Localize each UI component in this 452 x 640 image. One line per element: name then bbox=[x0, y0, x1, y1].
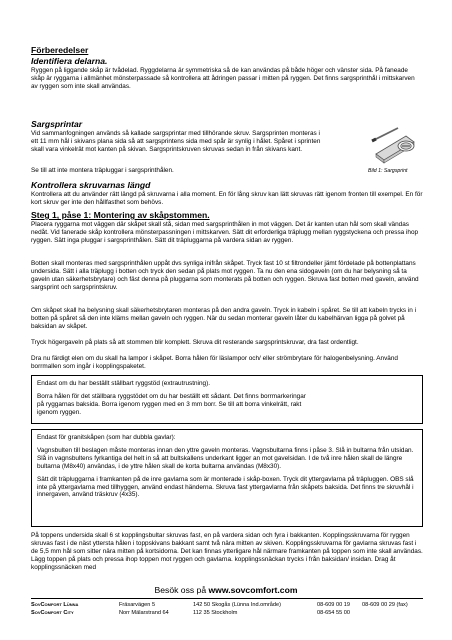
note-box-granitskap bbox=[31, 429, 423, 527]
footer-company-lunna: SovComfort Lünna bbox=[31, 602, 79, 608]
footer-company-city: SovComfort City bbox=[31, 610, 74, 616]
footer-visit-prefix: Besök oss på bbox=[154, 585, 209, 595]
paragraph-steg1-el: Dra nu färdigt elen om du skall ha lampor i skåpet. Borra hålen för läslampor och/ eller strömbrytare för halogenbelysning. Använd borrmallen som ingår i kopplingspaketet. bbox=[31, 355, 398, 370]
paragraph-skruvlangd: Kontrollera att du använder rätt längd på skruvarna i alla moment. En för lång skruv kan lätt skruvas rätt igenom fronten till exempel. En för kort skruv ger inte den hållfasthet som behövs. bbox=[31, 191, 423, 206]
caption-bild-1: Bild 1: Sargsprint bbox=[368, 168, 408, 174]
heading-steg-1: Steg 1, påse 1: Montering av skåpstommen. bbox=[31, 210, 210, 220]
paragraph-identifiera: Ryggen på liggande skåp är tvådelad. Ryggdelarna är symmetriska så de kan användas på både höger och vänster sida. På faneade skåp är ryggarna i allmänhet mönsterpassade så kontrollera att ådringen passar i mitten på ryggen. Det finns sargsprinthål i mittskarven av ryggen som inte skall användas. bbox=[31, 67, 415, 90]
heading-forberedelser: Förberedelser bbox=[31, 45, 89, 55]
paragraph-steg1-belysning: Om skåpet skall ha belysning skall säkerhetsbrytaren monteras på den andra gaveln. Tryck in kabeln i spåret. Se till att kabeln trycks in i botten på spåret så den inte kläms mellan gaveln och ryggen. När du sedan monterar gaveln låter du kabelhärvan ligga på golvet på baksidan av skåpet. bbox=[31, 307, 417, 330]
paragraph-sargsprintar: Vid sammanfogningen används så kallade sargsprintar med tillhörande skruv. Sargsprinten monteras i ett 11 mm hål i skivans plana sida så att sargsprintens sida med spår är synlig i hålet. Spåret i sprinten skall vara vinkelrät mot kanten på skivan. Sargsprintskruven skruvas sedan in från skivans kant. bbox=[31, 130, 321, 153]
footer-website-link[interactable]: www.sovcomfort.com bbox=[208, 585, 298, 595]
paragraph-traplugg-varning: Se till att inte montera träpluggar i sargsprinthålen. bbox=[31, 167, 174, 174]
paragraph-steg1-botten: Botten skall monteras med sargsprinthålen uppåt dvs synliga inifrån skåpet. Tryck fast 10 st filtrondeller jämt fördelade på bottenplattans undersida. Sätt i alla träplugg i botten och tryck den sedan på plats mot ryggen. Ta nu den ena sidogaveln (om du har belysning så ta gaveln utan säkerhetsbrytare) och fäst denna på pluggarna som monterats på botten och ryggen. Skruva fast botten med gaveln, använd sargsprint och sargsprintskruv. bbox=[31, 260, 419, 291]
paragraph-steg1-hogergavel: Tryck högergaveln på plats så att stommen blir komplett. Skruva dit resterande sargsprintskruvar, dra fast ordentligt. bbox=[31, 339, 359, 346]
footer-address-lunna: Fräsarvägen 5 bbox=[119, 602, 156, 608]
note-box-ryggstod-title: Endast om du har beställt ställbart ryggstöd (extrautrustning). bbox=[37, 380, 210, 387]
note-box-granitskap-traplugg: Sätt dit träpluggarna i framkanten på de inre gavlarna som är monterade i skåp-boxen. Tryck dit yttergavlarna på träpluggen. OBS slå inte på yttergavlarna med tillhyggen, använd endast händerna. Skruva fast yttergavlarna från skåpets baksida. Det finns tre skruvhål i innergaven, använd träskruv (4x35). bbox=[37, 475, 414, 499]
note-box-ryggstod-text: Borra hålen för det ställbara ryggstödet om du har beställt ett sådant. Det finns borrmarkeringar på ryggarnas baksida. Borra igenom ryggen med en 3 mm borr. Se till att borra vinkelrätt, rakt igenom ryggen. bbox=[37, 392, 306, 416]
footer-phone-city: 08-654 55 00 bbox=[317, 610, 350, 616]
footer-address-city: Norr Mälarstrand 64 bbox=[119, 610, 169, 616]
paragraph-steg1-ryggar: Placera ryggarna mot väggen där skåpet skall stå, sidan med sargsprinthålen in mot väggen. Det är kanten utan hål som skall vändas nedåt. Vid fanerade skåp kontrollera mönsterpassningen i mittskarven. Sätt dit erforderliga träplugg mellan ryggstyckena och pressa ihop ryggen. Sätt inga pluggar i sargsprinthålen. Sätt dit träpluggarna på vardera sidan av ryggen. bbox=[31, 221, 419, 244]
note-box-granitskap-title: Endast för granitskåpen (som har dubbla gavlar): bbox=[37, 434, 176, 441]
note-box-ryggstod bbox=[31, 375, 423, 424]
paragraph-kopplingsbultar: På toppens undersida skall 6 st kopplingsbultar skruvas fast, en på vardera sidan och fyra i bakkanten. Kopplingsskruvarna för ryggen skruvas fast i de näst yttersta hålen i toppskivans bakkant samt två nära mitten av skiven. Kopplingsskruvarna för gavlarna skruvas fast i de 5,5 mm hål som sitter nära mitten på kortsidorna. Det kan finnas ytterligare hål närmare framkanten på toppen som inte skall användas. Lägg toppen på plats och pressa ihop toppen mot ryggen och gavlarna. kopplingssnäckan trycks i från baksidan/ insidan. Drag åt kopplingssnäcken med bbox=[31, 532, 423, 571]
footer-fax-lunna: 08-609 00 29 (fax) bbox=[362, 602, 408, 608]
footer-city-city: 112 35 Stockholm bbox=[193, 610, 238, 616]
heading-sargsprintar: Sargsprintar bbox=[31, 119, 83, 129]
footer-phone-lunna: 08-609 00 19 bbox=[317, 602, 350, 608]
sargsprint-illustration bbox=[368, 122, 422, 166]
footer-city-lunna: 142 50 Skogås (Lünna Ind.område) bbox=[193, 602, 282, 608]
footer-divider bbox=[31, 598, 423, 599]
note-box-granitskap-bultar: Vagnsbulten till beslagen måste monteras innan den yttre gaveln monteras. Vagnsbultarna finns i påse 3. Slå in bultarna från utsidan. Slå in vagnsbultens fyrkantiga del helt in så att bultskallens underkant ligger an mot gavelsidan. I de två inre hålen skall de längre bultarna (M8x40) användas, i de yttre hålen skall de korta bultarna användas (M8x30). bbox=[37, 446, 414, 470]
footer-visit-line bbox=[0, 585, 452, 595]
heading-identifiera-delarna: Identifiera delarna. bbox=[31, 56, 108, 66]
heading-kontrollera-skruvarnas-langd: Kontrollera skruvarnas längd bbox=[31, 180, 151, 190]
